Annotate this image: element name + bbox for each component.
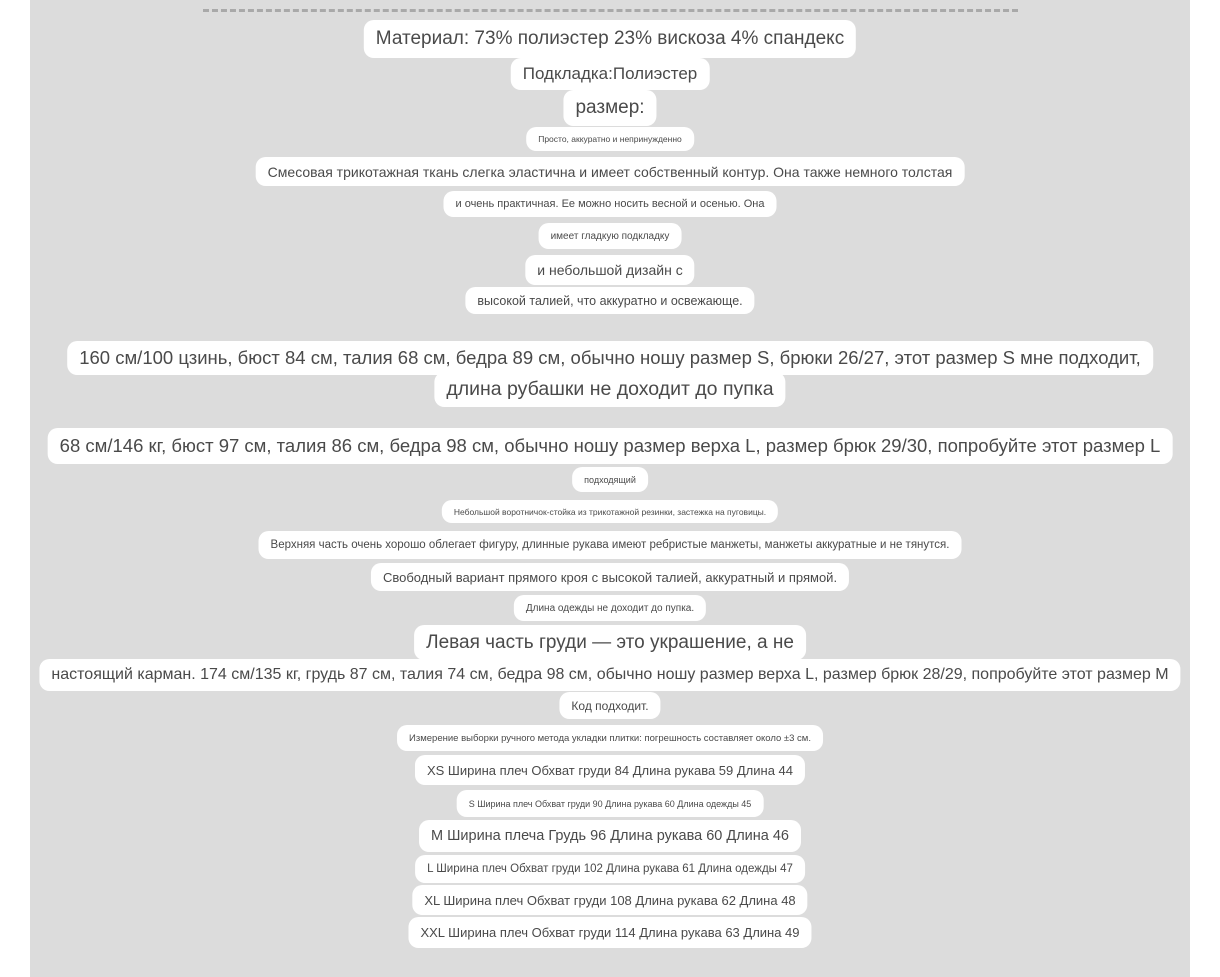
lining-line: Подкладка:Полиэстер — [511, 58, 710, 90]
dashed-divider — [203, 9, 1018, 12]
feature-line: Длина одежды не доходит до пупка. — [514, 595, 706, 621]
size-row-s: S Ширина плеч Обхват груди 90 Длина рукава 60 Длина одежды 45 — [457, 790, 764, 817]
description-line: имеет гладкую подкладку — [539, 223, 682, 249]
model-info-line: 160 см/100 цзинь, бюст 84 см, талия 68 см, бедра 89 см, обычно ношу размер S, брюки 26/27, этот размер S мне подходит, — [67, 341, 1153, 375]
size-row-xs: XS Ширина плеч Обхват груди 84 Длина рукава 59 Длина 44 — [415, 755, 805, 785]
description-line: и очень практичная. Ее можно носить весной и осенью. Она — [443, 191, 776, 217]
feature-line: Свободный вариант прямого кроя с высокой талией, аккуратный и прямой. — [371, 563, 849, 591]
size-row-m: M Ширина плеча Грудь 96 Длина рукава 60 Длина 46 — [419, 820, 801, 852]
feature-line: Небольшой воротничок-стойка из трикотажной резинки, застежка на пуговицы. — [442, 500, 778, 523]
feature-line: Левая часть груди — это украшение, а не — [414, 625, 806, 660]
size-heading: размер: — [563, 90, 656, 126]
description-line: Просто, аккуратно и непринужденно — [526, 127, 694, 151]
size-row-xxl: XXL Ширина плеч Обхват груди 114 Длина рукава 63 Длина 49 — [408, 917, 811, 948]
model-info-line: подходящий — [572, 467, 648, 492]
model-info-line: Код подходит. — [559, 692, 660, 719]
model-info-line: длина рубашки не доходит до пупка — [434, 372, 785, 407]
material-line: Материал: 73% полиэстер 23% вискоза 4% спандекс — [364, 20, 856, 58]
model-info-line: 68 см/146 кг, бюст 97 см, талия 86 см, бедра 98 см, обычно ношу размер верха L, размер брюк 29/30, попробуйте этот размер L — [48, 428, 1173, 464]
description-line: и небольшой дизайн с — [525, 255, 694, 285]
model-info-line: настоящий карман. 174 см/135 кг, грудь 87 см, талия 74 см, бедра 98 см, обычно ношу размер верха L, размер брюк 28/29, попробуйте этот размер M — [39, 659, 1180, 691]
measurement-note: Измерение выборки ручного метода укладки плитки: погрешность составляет около ±3 см. — [397, 725, 823, 751]
size-row-l: L Ширина плеч Обхват груди 102 Длина рукава 61 Длина одежды 47 — [415, 855, 805, 883]
size-row-xl: XL Ширина плеч Обхват груди 108 Длина рукава 62 Длина 48 — [412, 885, 807, 915]
description-line: Смесовая трикотажная ткань слегка эластична и имеет собственный контур. Она также немного толстая — [256, 157, 965, 186]
feature-line: Верхняя часть очень хорошо облегает фигуру, длинные рукава имеют ребристые манжеты, манжеты аккуратные и не тянутся. — [259, 531, 962, 559]
description-line: высокой талией, что аккуратно и освежающе. — [465, 287, 754, 314]
